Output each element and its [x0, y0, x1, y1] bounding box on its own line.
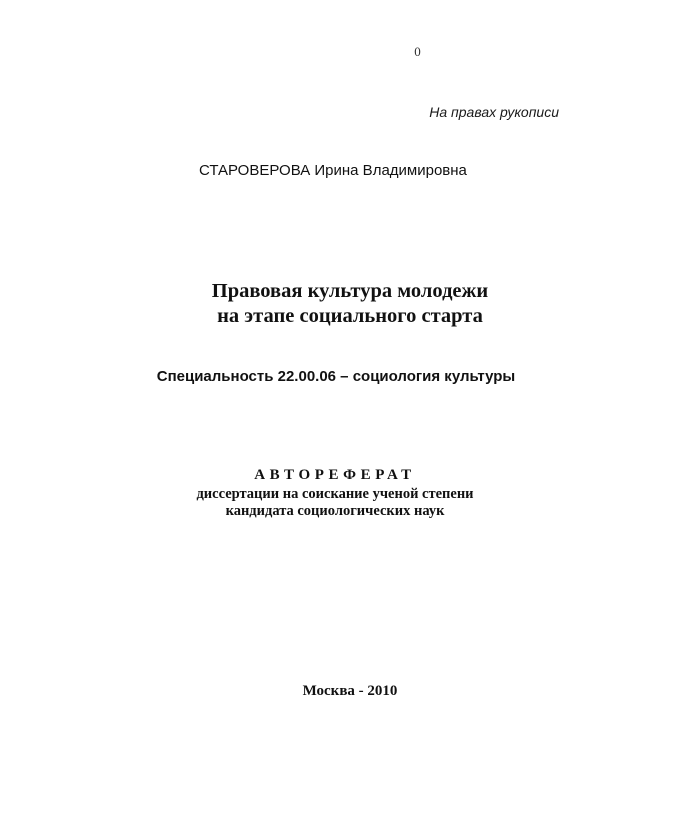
title-line-2: на этапе социального старта [217, 305, 483, 327]
author-given-names: Ирина Владимировна [314, 162, 467, 179]
abstract-block [0, 467, 670, 520]
abstract-line-1: диссертации на соискание ученой степени [196, 486, 474, 502]
author-name [199, 162, 467, 179]
dissertation-title [0, 279, 700, 329]
specialty-line: Специальность 22.00.06 – социология культуры [156, 368, 516, 385]
page-number: 0 [414, 44, 421, 59]
city-year: Москва - 2010 [302, 683, 398, 699]
manuscript-note: На правах рукописи [429, 104, 559, 120]
abstract-line-2: кандидата социологических наук [225, 503, 445, 519]
abstract-heading: АВТОРЕФЕРАТ [254, 467, 416, 483]
author-surname: СТАРОВЕРОВА [199, 162, 311, 179]
title-line-1: Правовая культура молодежи [211, 280, 489, 302]
